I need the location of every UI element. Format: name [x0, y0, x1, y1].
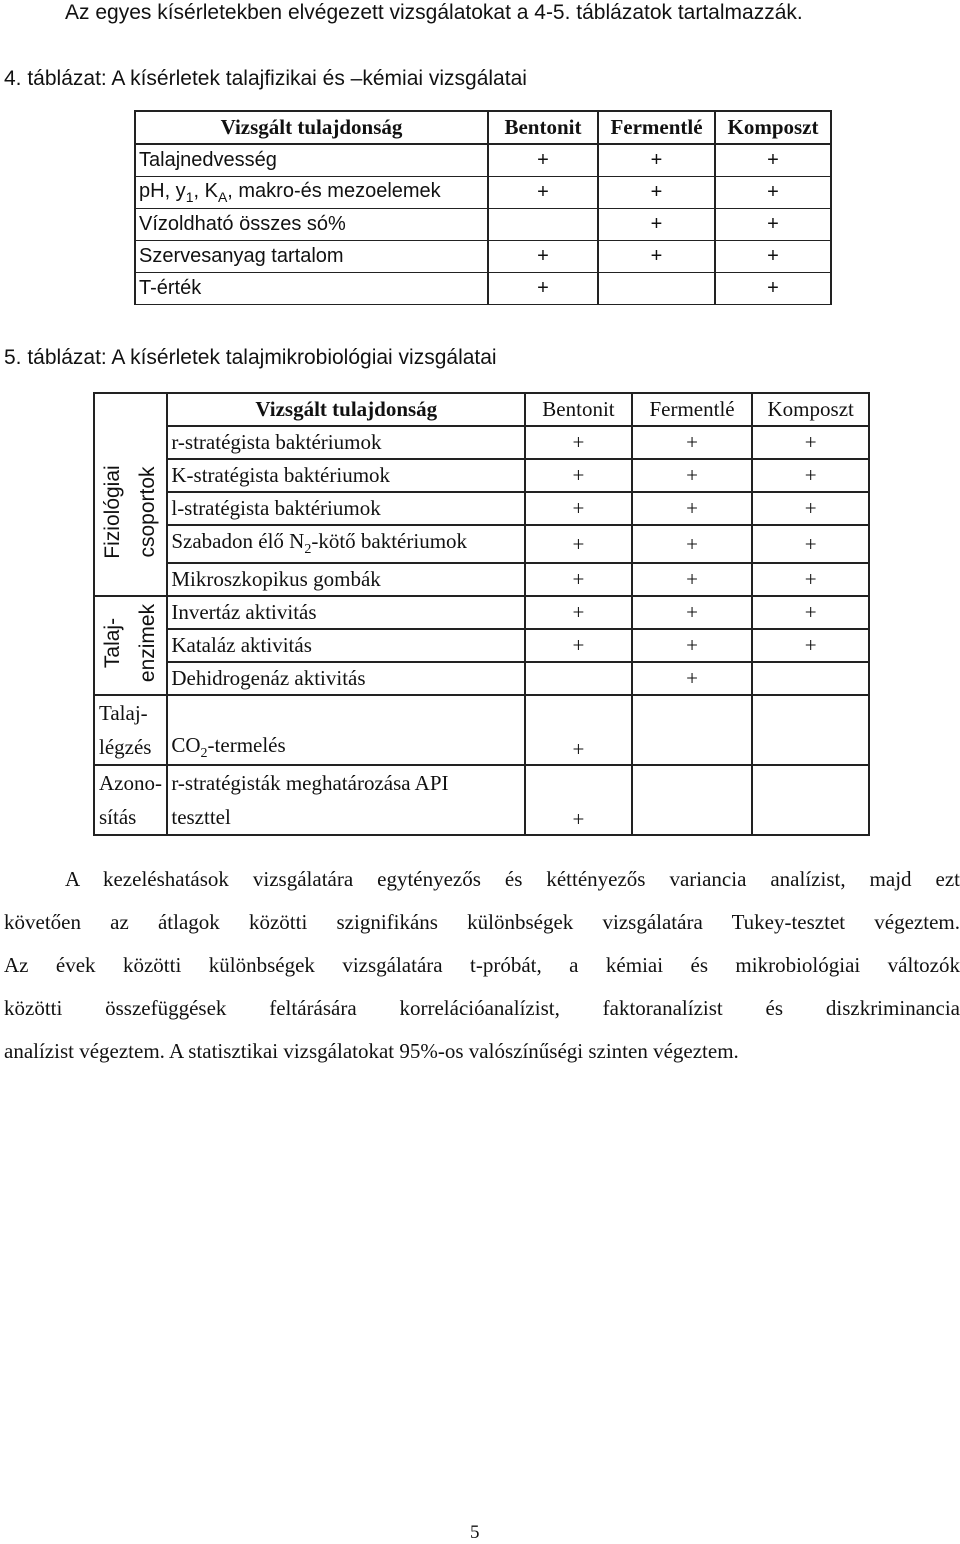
table4-header-komposzt: Komposzt	[715, 111, 831, 144]
table-row	[94, 596, 869, 629]
text-part: teszttel	[171, 805, 231, 829]
table-row	[94, 426, 869, 459]
table4-header-fermentle: Fermentlé	[598, 111, 715, 144]
table5-cell-bentonit: +	[525, 426, 632, 459]
table5-cell-komposzt: +	[752, 459, 869, 492]
group-label-text: légzés	[99, 735, 152, 759]
group-label-text: enzimek	[136, 603, 160, 683]
table5-cell-bentonit: +	[525, 459, 632, 492]
table4-cell-komposzt: +	[715, 177, 831, 209]
table-row	[94, 492, 869, 525]
table-row	[135, 177, 831, 209]
table5-cell-bentonit: +	[525, 596, 632, 629]
text-part: CO	[171, 732, 201, 757]
table5-cell-property	[167, 695, 525, 765]
table5-caption: 5. táblázat: A kísérletek talajmikrobiológiai vizsgálatai	[4, 346, 497, 369]
paragraph-line: követően az átlagok közötti szignifikáns különbségek vizsgálatára Tukey-tesztet végeztem.	[4, 910, 960, 934]
table5-cell-bentonit: +	[525, 629, 632, 662]
group-label-fiziologiai	[94, 426, 130, 596]
table5-cell-fermentle	[632, 765, 753, 835]
table4-cell-komposzt: +	[715, 273, 831, 305]
table5-header-row	[94, 393, 869, 426]
table5-cell-komposzt: +	[752, 426, 869, 459]
group-label-text: Fiziológiai	[101, 465, 124, 559]
table4-cell-bentonit: +	[488, 241, 598, 273]
table5-cell-komposzt: +	[752, 629, 869, 662]
text-part: , makro-és mezoelemek	[227, 180, 441, 202]
table5-header-bentonit: Bentonit	[525, 393, 632, 426]
table5-cell-fermentle: +	[632, 459, 753, 492]
text-part: -termelés	[207, 732, 286, 757]
table5-header-komposzt: Komposzt	[752, 393, 869, 426]
table5-cell-bentonit: +	[525, 563, 632, 596]
table-row	[94, 765, 869, 835]
table5-cell-property	[167, 765, 525, 835]
table4-cell-bentonit: +	[488, 177, 598, 209]
table4-cell-fermentle: +	[598, 241, 715, 273]
table4-cell-property	[135, 177, 488, 209]
subscript: A	[217, 189, 228, 205]
text-part: r-stratégisták meghatározása API	[171, 771, 449, 795]
group-label-text: Talaj-	[101, 617, 124, 669]
table4-cell-fermentle: +	[598, 177, 715, 209]
table5-cell-komposzt	[752, 662, 869, 695]
paragraph-line: analízist végeztem. A statisztikai vizsgálatokat 95%-os valószínűségi szinten végeztem.	[4, 1039, 739, 1063]
paragraph-line: Az évek közötti különbségek vizsgálatára t-próbát, a kémiai és mikrobiológiai változók	[4, 953, 960, 977]
table5-cell-fermentle: +	[632, 596, 753, 629]
table5-cell-komposzt: +	[752, 525, 869, 563]
text-part: pH, y	[139, 180, 186, 202]
text-part: , K	[193, 180, 218, 202]
table4-cell-fermentle: +	[598, 144, 715, 177]
table4-cell-bentonit: +	[488, 273, 598, 305]
table5	[93, 392, 870, 836]
table-row	[135, 273, 831, 305]
table-row	[94, 459, 869, 492]
table4-cell-property: Vízoldható összes só%	[135, 209, 488, 241]
group-label-text: csoportok	[136, 466, 160, 558]
table4-header-row	[135, 111, 831, 144]
table-row	[94, 525, 869, 563]
table5-cell-fermentle: +	[632, 426, 753, 459]
table5-cell-bentonit: +	[525, 525, 632, 563]
table5-cell-bentonit: +	[525, 492, 632, 525]
table4-header-property: Vizsgált tulajdonság	[135, 111, 488, 144]
table4-cell-komposzt: +	[715, 209, 831, 241]
subscript: 1	[185, 189, 194, 205]
table5-cell-komposzt: +	[752, 492, 869, 525]
table4-cell-komposzt: +	[715, 241, 831, 273]
table5-cell-fermentle: +	[632, 662, 753, 695]
table5-cell-property: l-stratégista baktériumok	[167, 492, 525, 525]
table4-cell-fermentle	[598, 273, 715, 305]
table4-cell-komposzt: +	[715, 144, 831, 177]
table4-cell-property: Szervesanyag tartalom	[135, 241, 488, 273]
table5-cell-property	[167, 525, 525, 563]
table5-cell-property: Dehidrogenáz aktivitás	[167, 662, 525, 695]
text-part: -kötő baktériumok	[311, 529, 468, 554]
table5-cell-komposzt: +	[752, 596, 869, 629]
paragraph-line: A kezeléshatások vizsgálatára egytényezős és kéttényezős variancia analízist, majd ezt	[65, 867, 960, 891]
table5-cell-komposzt	[752, 765, 869, 835]
table5-cell-fermentle	[632, 695, 753, 765]
table4-cell-property: Talajnedvesség	[135, 144, 488, 177]
group-label-azonositas	[94, 765, 167, 835]
table5-cell-fermentle: +	[632, 563, 753, 596]
table4-caption: 4. táblázat: A kísérletek talajfizikai és –kémiai vizsgálatai	[4, 67, 527, 90]
group-label-enzimek	[130, 596, 167, 695]
group-label-talaj	[94, 596, 130, 695]
table5-cell-bentonit: +	[525, 695, 632, 765]
subscript: 2	[304, 542, 312, 558]
table-row	[94, 563, 869, 596]
table5-cell-fermentle: +	[632, 629, 753, 662]
table5-header-blank	[94, 393, 167, 426]
group-label-legzes	[94, 695, 167, 765]
table4-header-bentonit: Bentonit	[488, 111, 598, 144]
table-row	[135, 144, 831, 177]
methods-paragraph	[4, 858, 960, 1073]
group-label-text: sítás	[99, 805, 137, 829]
group-label-csoportok	[130, 426, 167, 596]
table5-header-property: Vizsgált tulajdonság	[167, 393, 525, 426]
table-row	[94, 629, 869, 662]
table5-cell-property: Kataláz aktivitás	[167, 629, 525, 662]
table5-cell-bentonit: +	[525, 765, 632, 835]
table4	[134, 110, 832, 305]
paragraph-line: közötti összefüggések feltárására korrelációanalízist, faktoranalízist és diszkriminancia	[4, 996, 960, 1020]
table5-cell-property: Invertáz aktivitás	[167, 596, 525, 629]
table4-cell-property: T-érték	[135, 273, 488, 305]
table5-cell-bentonit	[525, 662, 632, 695]
table-row	[135, 241, 831, 273]
table-row	[94, 662, 869, 695]
table-row	[135, 209, 831, 241]
table5-cell-komposzt	[752, 695, 869, 765]
table-row	[94, 695, 869, 765]
table5-cell-fermentle: +	[632, 492, 753, 525]
page-number: 5	[470, 1522, 480, 1543]
text-part: Szabadon élő N	[171, 529, 305, 554]
table5-cell-komposzt: +	[752, 563, 869, 596]
table5-cell-property: Mikroszkopikus gombák	[167, 563, 525, 596]
table4-cell-fermentle: +	[598, 209, 715, 241]
group-label-text: Talaj-	[99, 701, 148, 725]
table5-cell-property: r-stratégista baktériumok	[167, 426, 525, 459]
table4-cell-bentonit	[488, 209, 598, 241]
table4-cell-bentonit: +	[488, 144, 598, 177]
subscript: 2	[200, 746, 208, 761]
intro-text: Az egyes kísérletekben elvégezett vizsgálatokat a 4-5. táblázatok tartalmazzák.	[65, 1, 803, 24]
table5-header-fermentle: Fermentlé	[632, 393, 753, 426]
group-label-text: Azono-	[99, 771, 162, 795]
table5-cell-property: K-stratégista baktériumok	[167, 459, 525, 492]
table5-cell-fermentle: +	[632, 525, 753, 563]
